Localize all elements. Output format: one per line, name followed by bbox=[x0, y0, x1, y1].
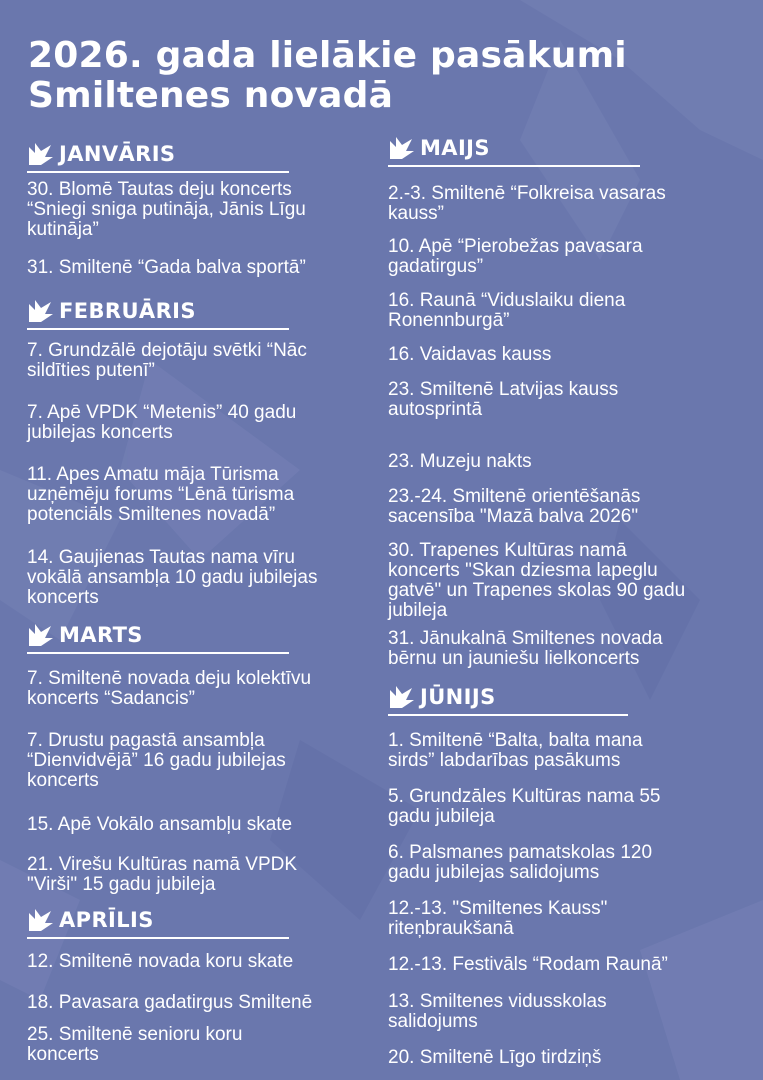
leaf-icon bbox=[27, 622, 55, 648]
leaf-icon bbox=[388, 135, 416, 161]
event-item: 12.-13. "Smiltenes Kauss" riteņbraukšanā bbox=[388, 898, 608, 939]
title-line-2: Smiltenes novadā bbox=[28, 75, 394, 116]
month-header-februaris bbox=[27, 297, 292, 330]
month-header-maijs bbox=[388, 134, 653, 167]
month-header-junijs bbox=[388, 683, 653, 716]
event-item: 10. Apē “Pierobežas pavasara gadatirgus” bbox=[388, 236, 643, 277]
event-item: 7. Grundzālē dejotāju svētki “Nāc sildīties putenī” bbox=[27, 340, 307, 381]
event-item: 23.-24. Smiltenē orientēšanās sacensība "Mazā balva 2026" bbox=[388, 486, 641, 527]
event-item: 1. Smiltenē “Balta, balta mana sirds” labdarības pasākums bbox=[388, 730, 643, 771]
leaf-icon bbox=[27, 298, 55, 324]
event-item: 2.-3. Smiltenē “Folkreisa vasaras kauss” bbox=[388, 183, 666, 224]
month-name: FEBRUĀRIS bbox=[59, 299, 196, 323]
event-item: 12. Smiltenē novada koru skate bbox=[27, 951, 294, 972]
event-item: 25. Smiltenē senioru koru koncerts bbox=[27, 1024, 243, 1065]
event-item: 7. Apē VPDK “Metenis” 40 gadu jubilejas koncerts bbox=[27, 402, 297, 443]
event-item: 31. Jānukalnā Smiltenes novada bērnu un jauniešu lielkoncerts bbox=[388, 628, 663, 669]
month-header-janvaris bbox=[27, 140, 292, 173]
event-item: 23. Smiltenē Latvijas kauss autosprintā bbox=[388, 379, 619, 420]
event-item: 18. Pavasara gadatirgus Smiltenē bbox=[27, 992, 313, 1013]
event-item: 21. Virešu Kultūras namā VPDK "Virši" 15 gadu jubileja bbox=[27, 854, 298, 895]
event-item: 20. Smiltenē Līgo tirdziņš bbox=[388, 1047, 602, 1068]
event-item: 30. Trapenes Kultūras namā koncerts "Skan dziesma lapeglu gatvē" un Trapenes skolas 90 gadu jubileja bbox=[388, 540, 686, 621]
event-item: 14. Gaujienas Tautas nama vīru vokālā ansambļa 10 gadu jubilejas koncerts bbox=[27, 547, 318, 608]
event-item: 7. Drustu pagastā ansambļa “Dienvidvējā” 16 gadu jubilejas koncerts bbox=[27, 730, 286, 791]
month-divider bbox=[27, 171, 289, 173]
title-line-1: 2026. gada lielākie pasākumi bbox=[28, 35, 627, 76]
month-name: JŪNIJS bbox=[420, 685, 496, 709]
leaf-icon bbox=[27, 141, 55, 167]
event-item: 7. Smiltenē novada deju kolektīvu koncerts “Sadancis” bbox=[27, 668, 312, 709]
event-item: 15. Apē Vokālo ansambļu skate bbox=[27, 814, 293, 835]
event-item: 12.-13. Festivāls “Rodam Raunā” bbox=[388, 954, 668, 975]
event-item: 16. Vaidavas kauss bbox=[388, 344, 552, 365]
leaf-icon bbox=[388, 684, 416, 710]
month-header-aprilis bbox=[27, 906, 292, 939]
month-divider bbox=[27, 328, 289, 330]
month-divider bbox=[27, 937, 289, 939]
event-item: 30. Blomē Tautas deju koncerts “Sniegi sniga putināja, Jānis Līgu kutināja” bbox=[27, 179, 306, 240]
month-divider bbox=[388, 165, 640, 167]
month-name: APRĪLIS bbox=[59, 908, 154, 932]
month-name: MAIJS bbox=[420, 136, 490, 160]
event-item: 16. Raunā “Viduslaiku diena Ronennburgā” bbox=[388, 290, 626, 331]
month-name: JANVĀRIS bbox=[59, 142, 176, 166]
event-item: 31. Smiltenē “Gada balva sportā” bbox=[27, 257, 306, 278]
month-header-marts bbox=[27, 621, 292, 654]
event-item: 6. Palsmanes pamatskolas 120 gadu jubilejas salidojums bbox=[388, 842, 653, 883]
page-title bbox=[28, 36, 748, 116]
event-item: 5. Grundzāles Kultūras nama 55 gadu jubileja bbox=[388, 786, 661, 827]
leaf-icon bbox=[27, 907, 55, 933]
month-divider bbox=[27, 652, 289, 654]
month-divider bbox=[388, 714, 628, 716]
month-name: MARTS bbox=[59, 623, 143, 647]
event-item: 23. Muzeju nakts bbox=[388, 451, 532, 472]
event-item: 13. Smiltenes vidusskolas salidojums bbox=[388, 991, 607, 1032]
event-item: 11. Apes Amatu māja Tūrisma uzņēmēju forums “Lēnā tūrisma potenciāls Smiltenes novadā” bbox=[27, 464, 295, 525]
